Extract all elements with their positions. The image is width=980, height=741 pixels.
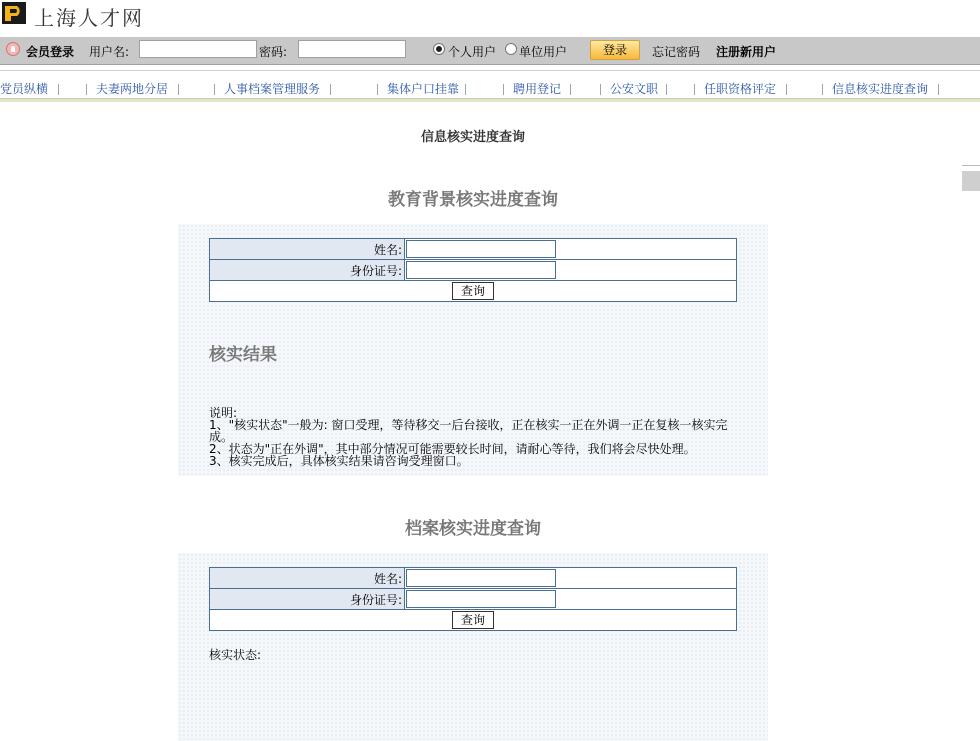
scrollbar-thumb[interactable] bbox=[962, 171, 980, 191]
username-label: 用户名: bbox=[89, 45, 130, 59]
nav-bottom-stripe bbox=[0, 98, 980, 102]
education-query-form bbox=[209, 238, 737, 302]
nav-divider bbox=[786, 84, 787, 95]
education-id-input[interactable] bbox=[406, 261, 556, 279]
nav-item-police[interactable]: 公安文职 bbox=[610, 82, 659, 96]
member-icon bbox=[6, 42, 20, 56]
id-number-label: 身份证号: bbox=[210, 260, 405, 281]
nav-divider bbox=[600, 84, 601, 95]
site-name: 上海人才网 bbox=[34, 6, 144, 30]
nav-divider bbox=[214, 84, 215, 95]
nav-divider bbox=[86, 84, 87, 95]
instructions-item: 2、状态为"正在外调"，其中部分情况可能需要较长时间，请耐心等待，我们将会尽快处理。 bbox=[209, 442, 696, 456]
nav-item-employment[interactable]: 聘用登记 bbox=[513, 82, 562, 96]
archive-query-button[interactable]: 查询 bbox=[452, 611, 494, 629]
nav-item-archive-service[interactable]: 人事档案管理服务 bbox=[224, 82, 321, 96]
page-title: 信息核实进度查询 bbox=[420, 130, 525, 145]
personal-user-label[interactable]: 个人用户 bbox=[448, 45, 497, 59]
archive-name-input[interactable] bbox=[406, 569, 556, 587]
nav-divider bbox=[178, 84, 179, 95]
password-label: 密码: bbox=[259, 45, 288, 59]
education-section-title: 教育背景核实进度查询 bbox=[388, 190, 558, 210]
name-label: 姓名: bbox=[210, 568, 405, 589]
login-bar bbox=[0, 37, 980, 65]
instructions-text bbox=[209, 407, 741, 467]
nav-divider bbox=[938, 84, 939, 95]
main-nav bbox=[0, 70, 980, 103]
nav-item-spouse[interactable]: 夫妻两地分居 bbox=[96, 82, 169, 96]
password-input[interactable] bbox=[298, 40, 406, 58]
verification-result-title: 核实结果 bbox=[209, 345, 277, 365]
site-logo-icon[interactable] bbox=[2, 2, 26, 24]
username-input[interactable] bbox=[139, 40, 257, 58]
nav-divider bbox=[666, 84, 667, 95]
register-link[interactable]: 注册新用户 bbox=[716, 45, 777, 59]
archive-id-input[interactable] bbox=[406, 590, 556, 608]
member-login-label: 会员登录 bbox=[26, 45, 75, 59]
name-label: 姓名: bbox=[210, 239, 405, 260]
site-header bbox=[0, 0, 980, 36]
nav-divider bbox=[503, 84, 504, 95]
instructions-item: 1、"核实状态"一般为: 窗口受理，等待移交一后台接收，正在核实一正在外调一正在复核一核实完成。 bbox=[209, 418, 728, 444]
nav-divider bbox=[58, 84, 59, 95]
nav-divider bbox=[465, 84, 466, 95]
login-button[interactable]: 登录 bbox=[590, 40, 640, 60]
company-user-radio[interactable] bbox=[505, 43, 517, 55]
nav-divider bbox=[330, 84, 331, 95]
forgot-password-link[interactable]: 忘记密码 bbox=[652, 45, 701, 59]
scrollbar[interactable] bbox=[962, 165, 980, 191]
personal-user-radio[interactable] bbox=[433, 43, 445, 55]
nav-divider bbox=[570, 84, 571, 95]
nav-item-verification[interactable]: 信息核实进度查询 bbox=[832, 82, 929, 96]
education-name-input[interactable] bbox=[406, 240, 556, 258]
verification-status-label: 核实状态: bbox=[209, 648, 262, 662]
nav-divider bbox=[377, 84, 378, 95]
nav-divider bbox=[694, 84, 695, 95]
archive-query-form bbox=[209, 567, 737, 631]
nav-divider bbox=[822, 84, 823, 95]
id-number-label: 身份证号: bbox=[210, 589, 405, 610]
nav-item-household[interactable]: 集体户口挂靠 bbox=[387, 82, 460, 96]
nav-item-qualification[interactable]: 任职资格评定 bbox=[704, 82, 777, 96]
instructions-item: 3、核实完成后，具体核实结果请咨询受理窗口。 bbox=[209, 454, 469, 468]
company-user-label[interactable]: 单位用户 bbox=[519, 45, 568, 59]
education-query-button[interactable]: 查询 bbox=[452, 282, 494, 300]
archive-section-title: 档案核实进度查询 bbox=[405, 519, 541, 539]
instructions-heading: 说明: bbox=[209, 406, 238, 420]
nav-item-party[interactable]: 党员纵横 bbox=[0, 82, 49, 96]
scrollbar-track-edge bbox=[962, 165, 980, 166]
